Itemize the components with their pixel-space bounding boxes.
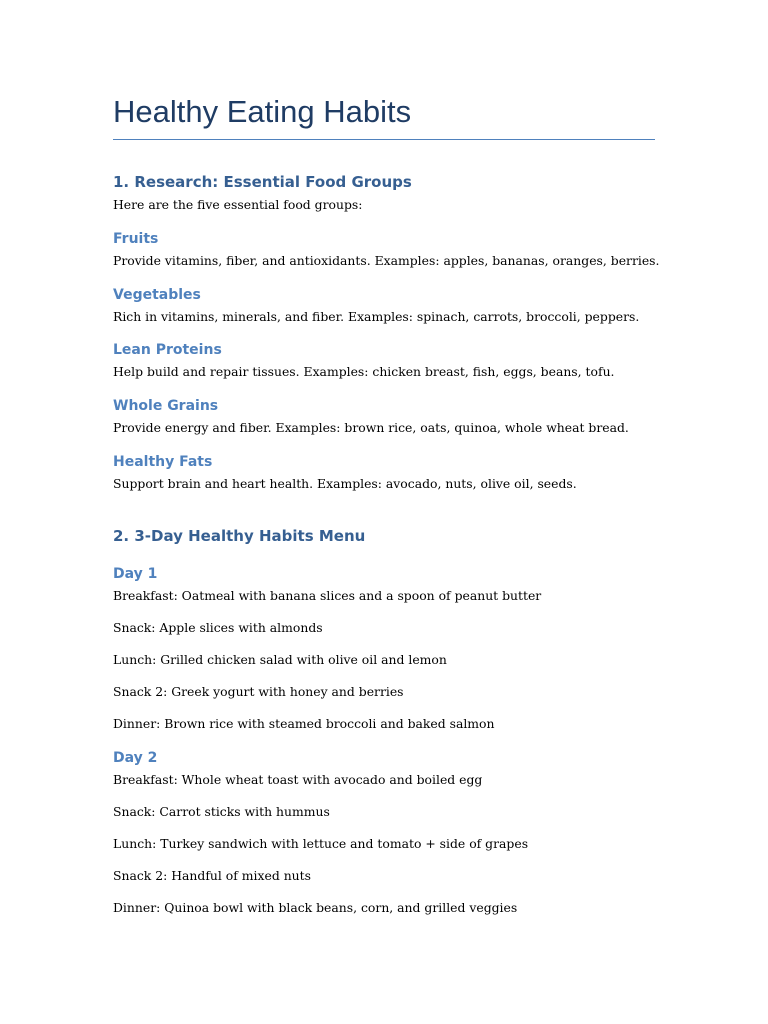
food-group-whole-grains-text: Provide energy and fiber. Examples: brown rice, oats, quinoa, whole wheat bread. <box>113 420 629 435</box>
food-group-healthy-fats-heading: Healthy Fats <box>113 454 213 470</box>
section-1-heading: 1. Research: Essential Food Groups <box>113 173 412 191</box>
day-2-snack: Snack: Carrot sticks with hummus <box>113 804 330 819</box>
day-1-dinner: Dinner: Brown rice with steamed broccoli and baked salmon <box>113 716 495 731</box>
day-1-snack: Snack: Apple slices with almonds <box>113 620 323 635</box>
food-group-whole-grains-heading: Whole Grains <box>113 398 219 414</box>
day-1-lunch: Lunch: Grilled chicken salad with olive oil and lemon <box>113 652 447 667</box>
day-2-heading: Day 2 <box>113 750 158 766</box>
food-group-vegetables-text: Rich in vitamins, minerals, and fiber. Examples: spinach, carrots, broccoli, peppers. <box>113 309 640 324</box>
day-1-breakfast: Breakfast: Oatmeal with banana slices and a spoon of peanut butter <box>113 588 542 603</box>
food-group-lean-proteins-text: Help build and repair tissues. Examples: chicken breast, fish, eggs, beans, tofu. <box>113 364 615 379</box>
day-1-snack-2: Snack 2: Greek yogurt with honey and berries <box>113 684 404 699</box>
section-2-heading: 2. 3-Day Healthy Habits Menu <box>113 527 366 545</box>
day-1-heading: Day 1 <box>113 566 158 582</box>
day-2-dinner: Dinner: Quinoa bowl with black beans, corn, and grilled veggies <box>113 900 518 915</box>
day-2-lunch: Lunch: Turkey sandwich with lettuce and tomato + side of grapes <box>113 836 529 851</box>
food-group-fruits-heading: Fruits <box>113 231 159 247</box>
day-2-breakfast: Breakfast: Whole wheat toast with avocado and boiled egg <box>113 772 483 787</box>
food-group-vegetables-heading: Vegetables <box>113 287 201 303</box>
day-2-snack-2: Snack 2: Handful of mixed nuts <box>113 868 311 883</box>
title-underline <box>113 139 655 140</box>
section-1-intro: Here are the five essential food groups: <box>113 197 363 212</box>
food-group-healthy-fats-text: Support brain and heart health. Examples: avocado, nuts, olive oil, seeds. <box>113 476 577 491</box>
food-group-fruits-text: Provide vitamins, fiber, and antioxidants. Examples: apples, bananas, oranges, berries. <box>113 253 660 268</box>
food-group-lean-proteins-heading: Lean Proteins <box>113 342 222 358</box>
document-title: Healthy Eating Habits <box>113 94 412 129</box>
